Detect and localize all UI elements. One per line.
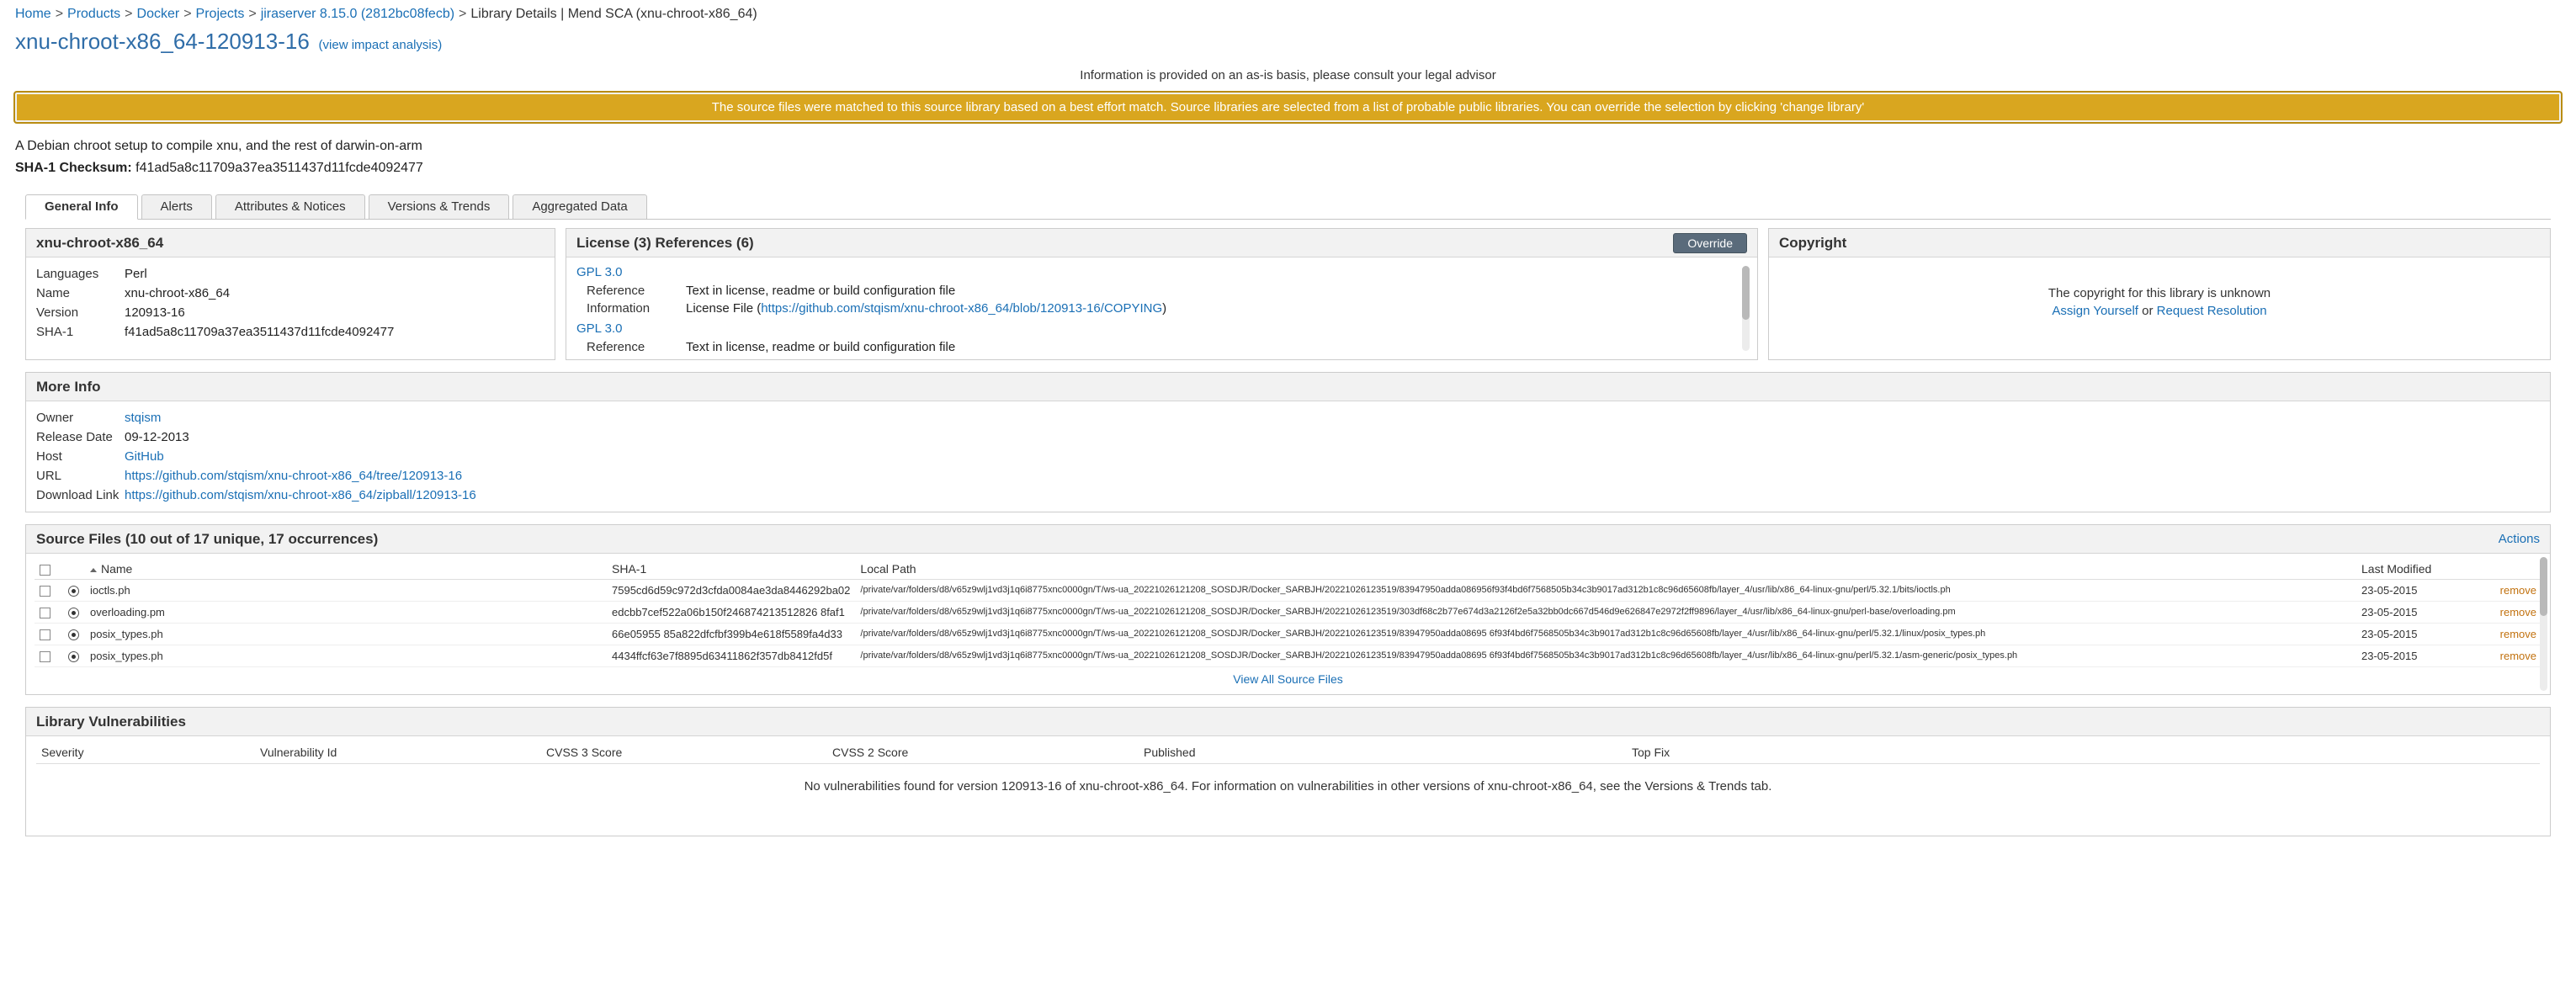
info-row-languages-value: Perl	[125, 267, 147, 281]
more-info-release-date-value: 09-12-2013	[125, 430, 189, 444]
table-row[interactable]	[35, 602, 2541, 624]
row-checkbox-cell	[35, 624, 63, 645]
row-file-path: /private/var/folders/d8/v65z9wlj1vd3j1q6i8775xnc0000gn/T/ws-ua_20221026121208_SOSDJR/Docker_SARBJH/20221026123519/83947950adda08695 6f93f4bd6f7568505b34c3b9017ad312b1c8c96d65608fb/layer_4/usr/lib/x86_64-linux-gnu/perl/5.32.1/asm-generic/posix_types.ph	[855, 645, 2356, 667]
column-header-last-modified[interactable]: Last Modified	[2356, 559, 2466, 580]
breadcrumb-item-projects[interactable]: Projects	[195, 7, 245, 21]
column-header-cvss3[interactable]: CVSS 3 Score	[541, 741, 827, 764]
row-file-sha1: 4434ffcf63e7f8895d63411862f357db8412fd5f	[607, 645, 855, 667]
source-files-scrollbar[interactable]	[2540, 557, 2547, 691]
row-file-name: posix_types.ph	[85, 645, 607, 667]
more-info-owner-key: Owner	[36, 411, 74, 425]
column-header-remove	[2466, 559, 2541, 580]
source-files-tbody	[35, 580, 2541, 667]
info-row-name-value: xnu-chroot-x86_64	[125, 286, 231, 300]
source-files-table	[35, 559, 2541, 667]
radio-header	[63, 559, 85, 580]
view-all-source-files-link[interactable]: View All Source Files	[1233, 672, 1343, 687]
tab-versions-trends[interactable]: Versions & Trends	[369, 194, 510, 219]
table-row[interactable]	[35, 580, 2541, 602]
row-remove-cell	[2466, 624, 2541, 645]
more-info-header	[26, 373, 2550, 401]
info-row-name	[36, 284, 544, 303]
column-header-published[interactable]: Published	[1139, 741, 1627, 764]
breadcrumb-separator: >	[459, 7, 467, 21]
library-description: A Debian chroot setup to compile xnu, and the rest of darwin-on-arm	[15, 139, 422, 153]
copyright-unknown-text: The copyright for this library is unknown	[2048, 286, 2271, 300]
row-radio[interactable]	[68, 586, 79, 597]
library-info-panel	[25, 228, 555, 360]
library-vulnerabilities-body	[26, 736, 2550, 836]
breadcrumb-separator: >	[125, 7, 133, 21]
license-scrollbar[interactable]	[1742, 266, 1750, 351]
remove-link[interactable]: remove	[2499, 606, 2536, 619]
tab-attributes-notices[interactable]: Attributes & Notices	[215, 194, 365, 219]
row-file-path: /private/var/folders/d8/v65z9wlj1vd3j1q6i8775xnc0000gn/T/ws-ua_20221026121208_SOSDJR/Docker_SARBJH/20221026123519/83947950adda08695 6f93f4bd6f7568505b34c3b9017ad312b1c8c96d65608fb/layer_4/usr/lib/x86_64-linux-gnu/perl/5.32.1/linux/posix_types.ph	[855, 624, 2356, 645]
row-radio[interactable]	[68, 629, 79, 640]
more-info-owner-value[interactable]: stqism	[125, 411, 162, 425]
more-info-row-download-link	[36, 486, 2540, 505]
info-row-sha1-value: f41ad5a8c11709a37ea3511437d11fcde4092477	[125, 325, 395, 339]
column-header-local-path[interactable]: Local Path	[855, 559, 2356, 580]
more-info-row-host	[36, 447, 2540, 466]
info-row-version	[36, 303, 544, 322]
row-checkbox[interactable]	[40, 586, 50, 597]
table-row[interactable]	[35, 624, 2541, 645]
page-title: xnu-chroot-x86_64-120913-16	[15, 29, 310, 54]
info-row-languages-key: Languages	[36, 267, 99, 281]
breadcrumb-separator: >	[183, 7, 192, 21]
more-info-section	[25, 372, 2551, 512]
info-row-name-key: Name	[36, 286, 71, 300]
view-all-source-files-row	[35, 667, 2541, 689]
table-row[interactable]	[35, 645, 2541, 667]
tab-general-info[interactable]: General Info	[25, 194, 138, 220]
license-panel-body	[566, 257, 1757, 359]
breadcrumb-item-current: Library Details | Mend SCA (xnu-chroot-x86_64)	[470, 7, 757, 21]
source-files-header-row	[35, 559, 2541, 580]
row-checkbox[interactable]	[40, 629, 50, 640]
row-file-modified: 23-05-2015	[2356, 580, 2466, 602]
copyright-or-label: or	[2142, 304, 2154, 318]
copyright-panel-header	[1769, 229, 2550, 257]
license-2-reference-value: Text in license, readme or build configuration file	[686, 340, 956, 354]
row-checkbox-cell	[35, 580, 63, 602]
sha1-checksum-line	[15, 157, 2561, 179]
breadcrumb-separator: >	[55, 7, 64, 21]
vulnerabilities-empty-message: No vulnerabilities found for version 120913-16 of xnu-chroot-x86_64. For information on vulnerabilities in other versions of xnu-chroot-x86_64, see the Versions & Trends tab.	[804, 779, 1772, 794]
sha1-checksum-value: f41ad5a8c11709a37ea3511437d11fcde4092477	[135, 161, 423, 175]
license-file-link[interactable]: https://github.com/stqism/xnu-chroot-x86_64/blob/120913-16/COPYING	[761, 301, 1163, 316]
sort-ascending-icon	[90, 568, 97, 572]
source-files-body	[26, 554, 2550, 694]
copyright-actions	[1769, 300, 2550, 318]
license-file-label: License File (	[686, 301, 762, 316]
view-impact-analysis-link[interactable]: (view impact analysis)	[318, 38, 443, 52]
row-radio[interactable]	[68, 608, 79, 618]
row-file-sha1: edcbb7cef522a06b150f246874213512826 8faf1	[607, 602, 855, 624]
remove-link[interactable]: remove	[2499, 650, 2536, 663]
more-info-title: More Info	[36, 378, 101, 395]
sha1-checksum-label: SHA-1 Checksum:	[15, 161, 132, 175]
row-radio-cell	[63, 624, 85, 645]
library-info-panel-title: xnu-chroot-x86_64	[36, 234, 164, 251]
tab-alerts[interactable]: Alerts	[141, 194, 212, 219]
more-info-host-key: Host	[36, 449, 62, 464]
row-remove-cell	[2466, 602, 2541, 624]
breadcrumb-item-docker[interactable]: Docker	[136, 7, 180, 21]
breadcrumb-separator: >	[248, 7, 257, 21]
library-info-panel-header	[26, 229, 555, 257]
source-files-scrollbar-thumb[interactable]	[2540, 557, 2547, 616]
library-description-block	[0, 134, 2576, 181]
more-info-url-value[interactable]: https://github.com/stqism/xnu-chroot-x86_64/tree/120913-16	[125, 469, 463, 483]
row-file-name: ioctls.ph	[85, 580, 607, 602]
row-radio-cell	[63, 645, 85, 667]
assign-yourself-link[interactable]: Assign Yourself	[2052, 304, 2138, 318]
column-header-cvss2[interactable]: CVSS 2 Score	[827, 741, 1139, 764]
row-checkbox[interactable]	[40, 651, 50, 662]
more-info-release-date-key: Release Date	[36, 430, 113, 444]
more-info-row-url	[36, 466, 2540, 486]
license-1-information-row	[571, 300, 1740, 317]
row-radio[interactable]	[68, 651, 79, 662]
license-name-1[interactable]: GPL 3.0	[576, 265, 623, 279]
row-file-modified: 23-05-2015	[2356, 624, 2466, 645]
source-files-header	[26, 525, 2550, 554]
row-checkbox[interactable]	[40, 608, 50, 618]
column-header-name[interactable]	[85, 559, 607, 580]
license-scrollbar-thumb[interactable]	[1742, 266, 1750, 320]
row-radio-cell	[63, 602, 85, 624]
override-button[interactable]: Override	[1673, 233, 1747, 253]
library-vulnerabilities-section	[25, 707, 2551, 836]
license-list[interactable]	[571, 261, 1752, 356]
breadcrumb-item-jiraserver[interactable]: jiraserver 8.15.0 (2812bc08fecb)	[260, 7, 455, 21]
license-name-2[interactable]: GPL 3.0	[576, 321, 623, 336]
more-info-download-key: Download Link	[36, 488, 120, 502]
license-1-reference-value: Text in license, readme or build configuration file	[686, 284, 956, 298]
more-info-download-value[interactable]: https://github.com/stqism/xnu-chroot-x86_64/zipball/120913-16	[125, 488, 476, 502]
license-1-reference-key: Reference	[587, 284, 645, 298]
library-vulnerabilities-header	[26, 708, 2550, 736]
info-row-version-key: Version	[36, 305, 79, 320]
remove-link[interactable]: remove	[2499, 628, 2536, 641]
source-files-thead	[35, 559, 2541, 580]
license-2-reference-row	[571, 338, 1740, 356]
row-file-name: posix_types.ph	[85, 624, 607, 645]
match-warning-banner: The source files were matched to this source library based on a best effort match. Source libraries are selected from a list of probable public libraries. You can override the selection by clicking 'change library'	[13, 91, 2563, 124]
info-row-version-value: 120913-16	[125, 305, 185, 320]
legal-disclaimer: Information is provided on an as-is basis, please consult your legal advisor	[1080, 68, 1496, 82]
source-files-actions-link[interactable]: Actions	[2498, 532, 2540, 546]
library-vulnerabilities-title: Library Vulnerabilities	[36, 713, 186, 730]
column-header-name-label: Name	[101, 562, 133, 576]
vulnerabilities-table	[36, 741, 2540, 764]
copyright-panel-title: Copyright	[1779, 234, 1847, 251]
tab-bar	[25, 194, 2551, 220]
license-1-information-key: Information	[587, 301, 651, 316]
row-file-sha1: 7595cd6d59c972d3cfda0084ae3da8446292ba02	[607, 580, 855, 602]
vulnerabilities-thead	[36, 741, 2540, 764]
row-remove-cell	[2466, 645, 2541, 667]
remove-link[interactable]: remove	[2499, 584, 2536, 597]
row-file-path: /private/var/folders/d8/v65z9wlj1vd3j1q6i8775xnc0000gn/T/ws-ua_20221026121208_SOSDJR/Docker_SARBJH/20221026123519/83947950adda086956f93f4bd6f7568505b34c3b9017ad312b1c8c96d65608fb/layer_4/usr/lib/x86_64-linux-gnu/perl/5.32.1/bits/ioctls.ph	[855, 580, 2356, 602]
row-remove-cell	[2466, 580, 2541, 602]
row-checkbox-cell	[35, 602, 63, 624]
source-files-section	[25, 524, 2551, 695]
row-file-modified: 23-05-2015	[2356, 602, 2466, 624]
column-header-top-fix[interactable]: Top Fix	[1627, 741, 2540, 764]
breadcrumb	[0, 0, 2576, 25]
info-row-languages	[36, 264, 544, 284]
license-1-information-value	[686, 301, 1166, 316]
license-2-reference-key: Reference	[587, 340, 645, 354]
more-info-url-key: URL	[36, 469, 62, 483]
top-panels-row	[25, 228, 2551, 360]
select-all-checkbox[interactable]	[40, 565, 50, 576]
info-row-sha1-key: SHA-1	[36, 325, 74, 339]
license-panel-title: License (3) References (6)	[576, 234, 754, 251]
column-header-sha1[interactable]: SHA-1	[607, 559, 855, 580]
breadcrumb-item-home[interactable]: Home	[15, 7, 51, 21]
license-panel	[566, 228, 1758, 360]
more-info-body	[26, 401, 2550, 512]
row-checkbox-cell	[35, 645, 63, 667]
more-info-row-release-date	[36, 427, 2540, 447]
column-header-severity[interactable]: Severity	[36, 741, 255, 764]
row-file-path: /private/var/folders/d8/v65z9wlj1vd3j1q6i8775xnc0000gn/T/ws-ua_20221026121208_SOSDJR/Docker_SARBJH/20221026123519/303df68c2b77e674d3a2126f2e5a32bb0dc667d546d9e626847e2972f2ff9896/layer_4/usr/lib/x86_64-linux-gnu/perl-base/overloading.pm	[855, 602, 2356, 624]
vulnerabilities-header-row	[36, 741, 2540, 764]
license-1-reference-row	[571, 282, 1740, 300]
source-files-title: Source Files (10 out of 17 unique, 17 occurrences)	[36, 530, 379, 547]
more-info-row-owner	[36, 408, 2540, 427]
breadcrumb-item-products[interactable]: Products	[67, 7, 121, 21]
license-file-paren: )	[1162, 301, 1167, 316]
library-info-panel-body	[26, 257, 555, 348]
row-file-sha1: 66e05955 85a822dfcfbf399b4e618f5589fa4d33	[607, 624, 855, 645]
row-file-name: overloading.pm	[85, 602, 607, 624]
column-header-vulnerability-id[interactable]: Vulnerability Id	[255, 741, 541, 764]
tab-aggregated-data[interactable]: Aggregated Data	[513, 194, 646, 219]
row-radio-cell	[63, 580, 85, 602]
page-title-row	[0, 25, 2576, 63]
copyright-panel	[1768, 228, 2551, 360]
copyright-panel-body	[1769, 257, 2550, 318]
more-info-host-value[interactable]: GitHub	[125, 449, 164, 464]
select-all-header	[35, 559, 63, 580]
request-resolution-link[interactable]: Request Resolution	[2156, 304, 2267, 318]
license-panel-header	[566, 229, 1757, 257]
row-file-modified: 23-05-2015	[2356, 645, 2466, 667]
info-row-sha1	[36, 322, 544, 342]
